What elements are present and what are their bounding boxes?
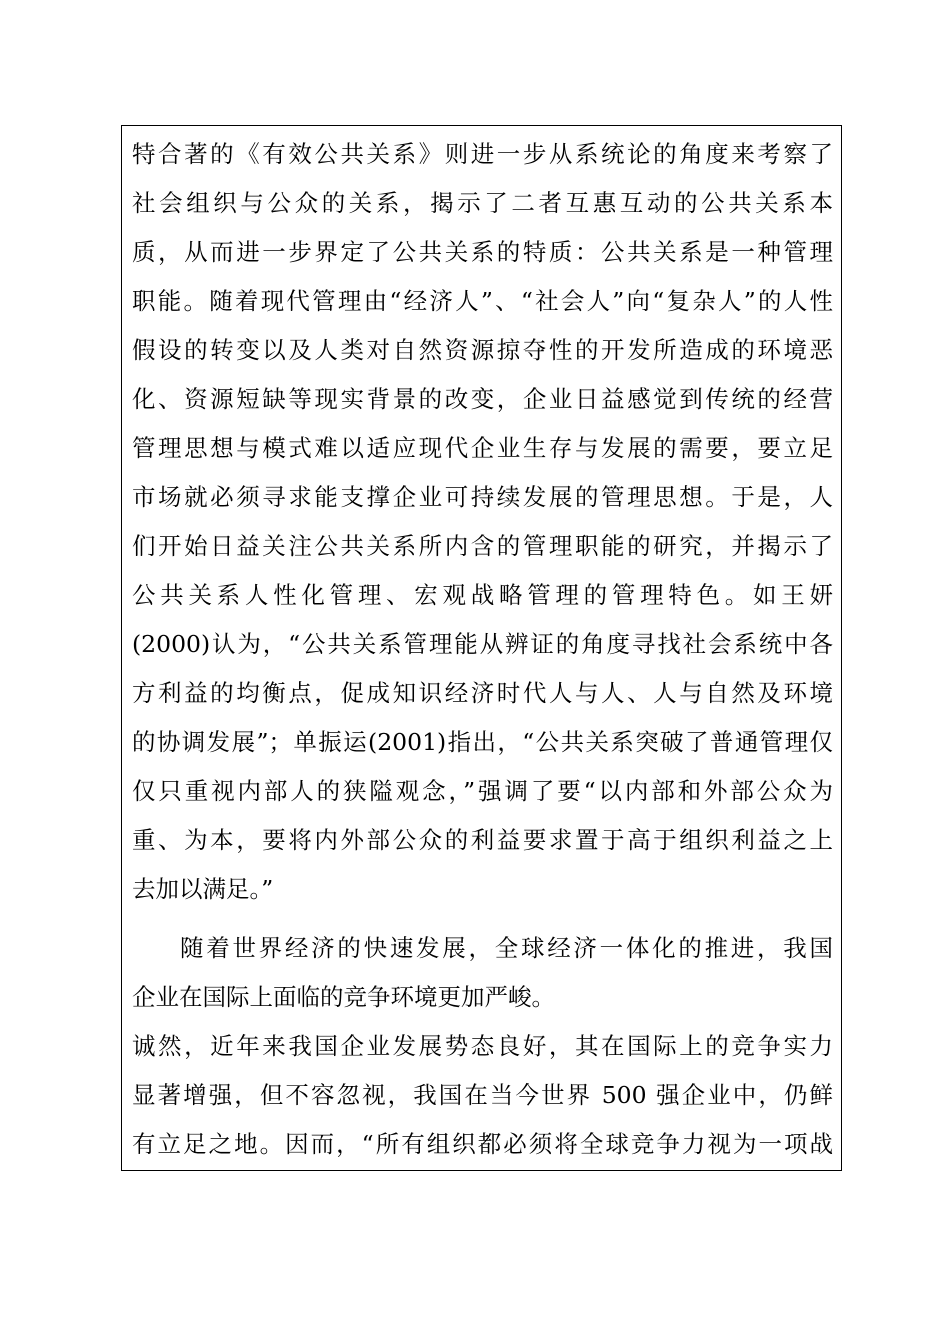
- text-line: (2000)认为，“公共关系管理能从辨证的角度寻找社会系统中各: [132, 630, 833, 658]
- text-line: 职能。随着现代管理由“经济人”、“社会人”向“复杂人”的人性: [132, 287, 833, 315]
- text-line: 市场就必须寻求能支撑企业可持续发展的管理思想。于是，人: [132, 483, 833, 511]
- text-line: 去加以满足。”: [132, 875, 274, 903]
- text-line: 有立足之地。因而，“所有组织都必须将全球竞争力视为一项战: [132, 1130, 833, 1158]
- text-line: 假设的转变以及人类对自然资源掠夺性的开发所造成的环境恶: [132, 336, 833, 364]
- text-line: 化、资源短缺等现实背景的改变，企业日益感觉到传统的经营: [132, 385, 833, 413]
- text-frame: [121, 125, 842, 1171]
- text-line: 诚然，近年来我国企业发展势态良好，其在国际上的竞争实力: [132, 1032, 833, 1060]
- text-line-indented: 随着世界经济的快速发展，全球经济一体化的推进，我国: [180, 934, 833, 962]
- text-line: 们开始日益关注公共关系所内含的管理职能的研究，并揭示了: [132, 532, 833, 560]
- text-line: 企业在国际上面临的竞争环境更加严峻。: [132, 983, 555, 1011]
- text-line: 特合著的《有效公共关系》则进一步从系统论的角度来考察了: [132, 140, 833, 168]
- text-line: 仅只重视内部人的狭隘观念，”强调了要“以内部和外部公众为: [132, 777, 833, 805]
- text-line: 显著增强，但不容忽视，我国在当今世界 500 强企业中，仍鲜: [132, 1081, 833, 1109]
- text-line: 质，从而进一步界定了公共关系的特质：公共关系是一种管理: [132, 238, 833, 266]
- text-line: 公共关系人性化管理、宏观战略管理的管理特色。如王妍: [132, 581, 833, 609]
- text-line: 的协调发展”；单振运(2001)指出，“公共关系突破了普通管理仅: [132, 728, 833, 756]
- text-line: 方利益的均衡点，促成知识经济时代人与人、人与自然及环境: [132, 679, 833, 707]
- text-line: 重、为本，要将内外部公众的利益要求置于高于组织利益之上: [132, 826, 833, 854]
- text-line: 管理思想与模式难以适应现代企业生存与发展的需要，要立足: [132, 434, 833, 462]
- text-line: 社会组织与公众的关系，揭示了二者互惠互动的公共关系本: [132, 189, 833, 217]
